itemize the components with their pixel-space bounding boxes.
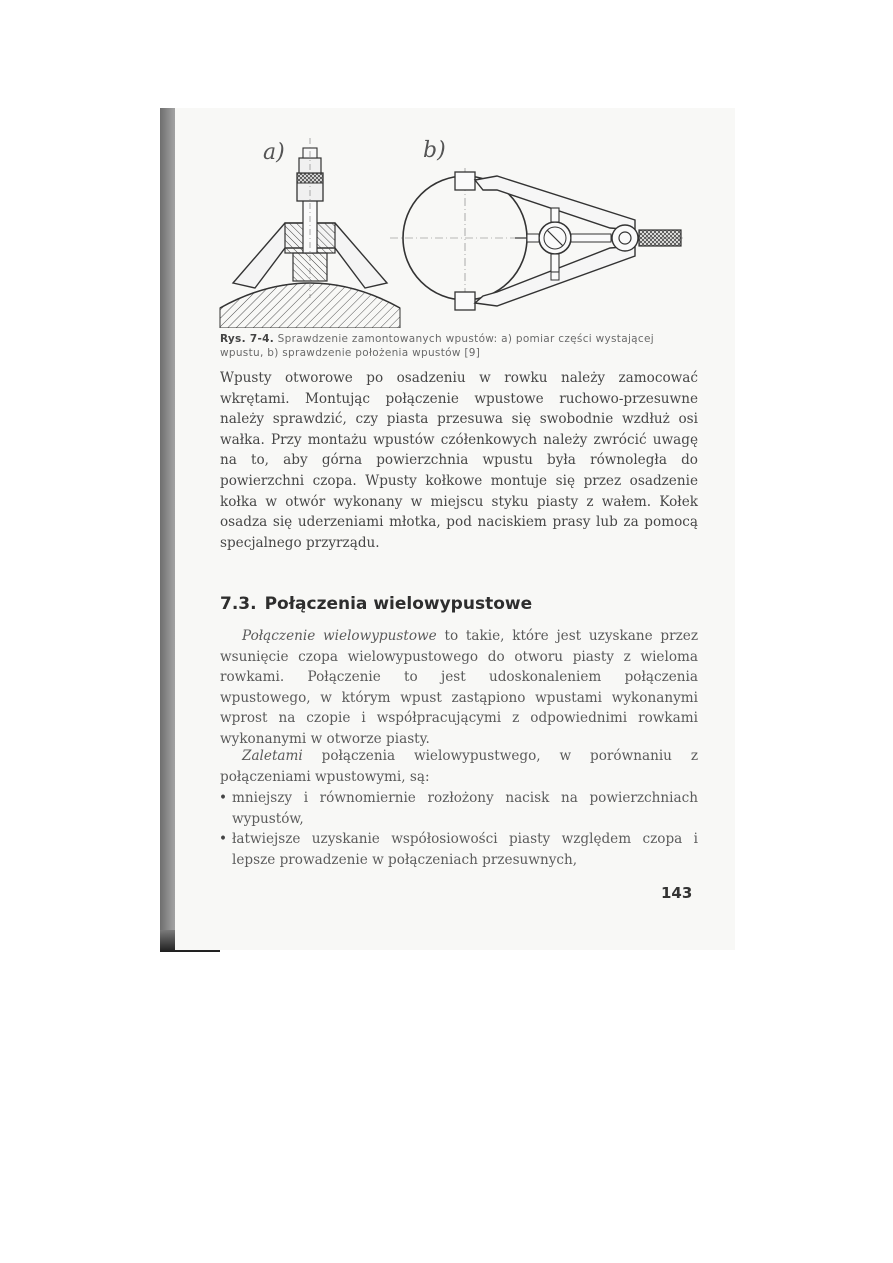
paragraph-definition-text: to takie, które jest uzyskane przez wsunięcie czopa wielowypustowego do otworu piasty z wieloma rowkami. Połączenie to jest udoskonaleniem połączenia wpustowego, w którym wpust zastąpiono wpustami wykonanymi wprost na czopie i współpracującymi z odpowiednimi rowkami wykonanymi w otworze piasty. xyxy=(220,628,698,747)
page-number: 143 xyxy=(661,884,693,902)
figure-a-drawing xyxy=(220,138,400,328)
paragraph-definition xyxy=(220,626,698,750)
figure-caption-number: Rys. 7-4. xyxy=(220,333,275,345)
figure-label-a: a) xyxy=(263,140,285,165)
figure-caption-text: Sprawdzenie zamontowanych wpustów: a) pomiar części wystającej wpustu, b) sprawdzenie położenia wpustów [9] xyxy=(220,333,654,359)
paragraph-definition-term: Połączenie wielowypustowe xyxy=(242,628,437,644)
paragraph-advantages-term: Zaletami xyxy=(242,748,303,764)
paragraph-advantages xyxy=(220,746,698,787)
section-number: 7.3. xyxy=(220,594,257,614)
figure-label-b: b) xyxy=(423,138,446,163)
figure-b-drawing xyxy=(390,168,685,310)
paragraph-wpusty: Wpusty otworowe po osadzeniu w rowku należy zamocować wkrętami. Montując połączenie wpustowe ruchowo-przesuwne należy sprawdzić, czy piasta przesuwa się swobodnie wzdłuż osi wałka. Przy montażu wpustów czółenkowych należy zwrócić uwagę na to, aby górna powierzchnia wpustu była równoległa do powierzchni czopa. Wpusty kołkowe montuje się przez osadzenie kołka w otwór wykonany w miejscu styku piasty z wałem. Kołek osadza się uderzeniami młotka, pod naciskiem prasy lub za pomocą specjalnego przyrządu. xyxy=(220,370,698,551)
figure-caption xyxy=(220,332,698,360)
advantages-list xyxy=(220,788,698,870)
section-heading xyxy=(220,594,532,614)
figure-7-4 xyxy=(215,128,705,328)
section-title: Połączenia wielowypustowe xyxy=(264,594,533,614)
figure-drawing xyxy=(215,128,705,328)
list-item: • mniejszy i równomiernie rozłożony nacisk na powierzchniach wypustów, xyxy=(220,788,698,829)
paragraph-advantages-text: połączenia wielowypustwego, w porównaniu z połączeniami wpustowymi, są: xyxy=(220,748,698,785)
list-item: • łatwiejsze uzyskanie współosiowości piasty względem czopa i lepsze prowadzenie w połączeniach przesuwnych, xyxy=(220,829,698,870)
